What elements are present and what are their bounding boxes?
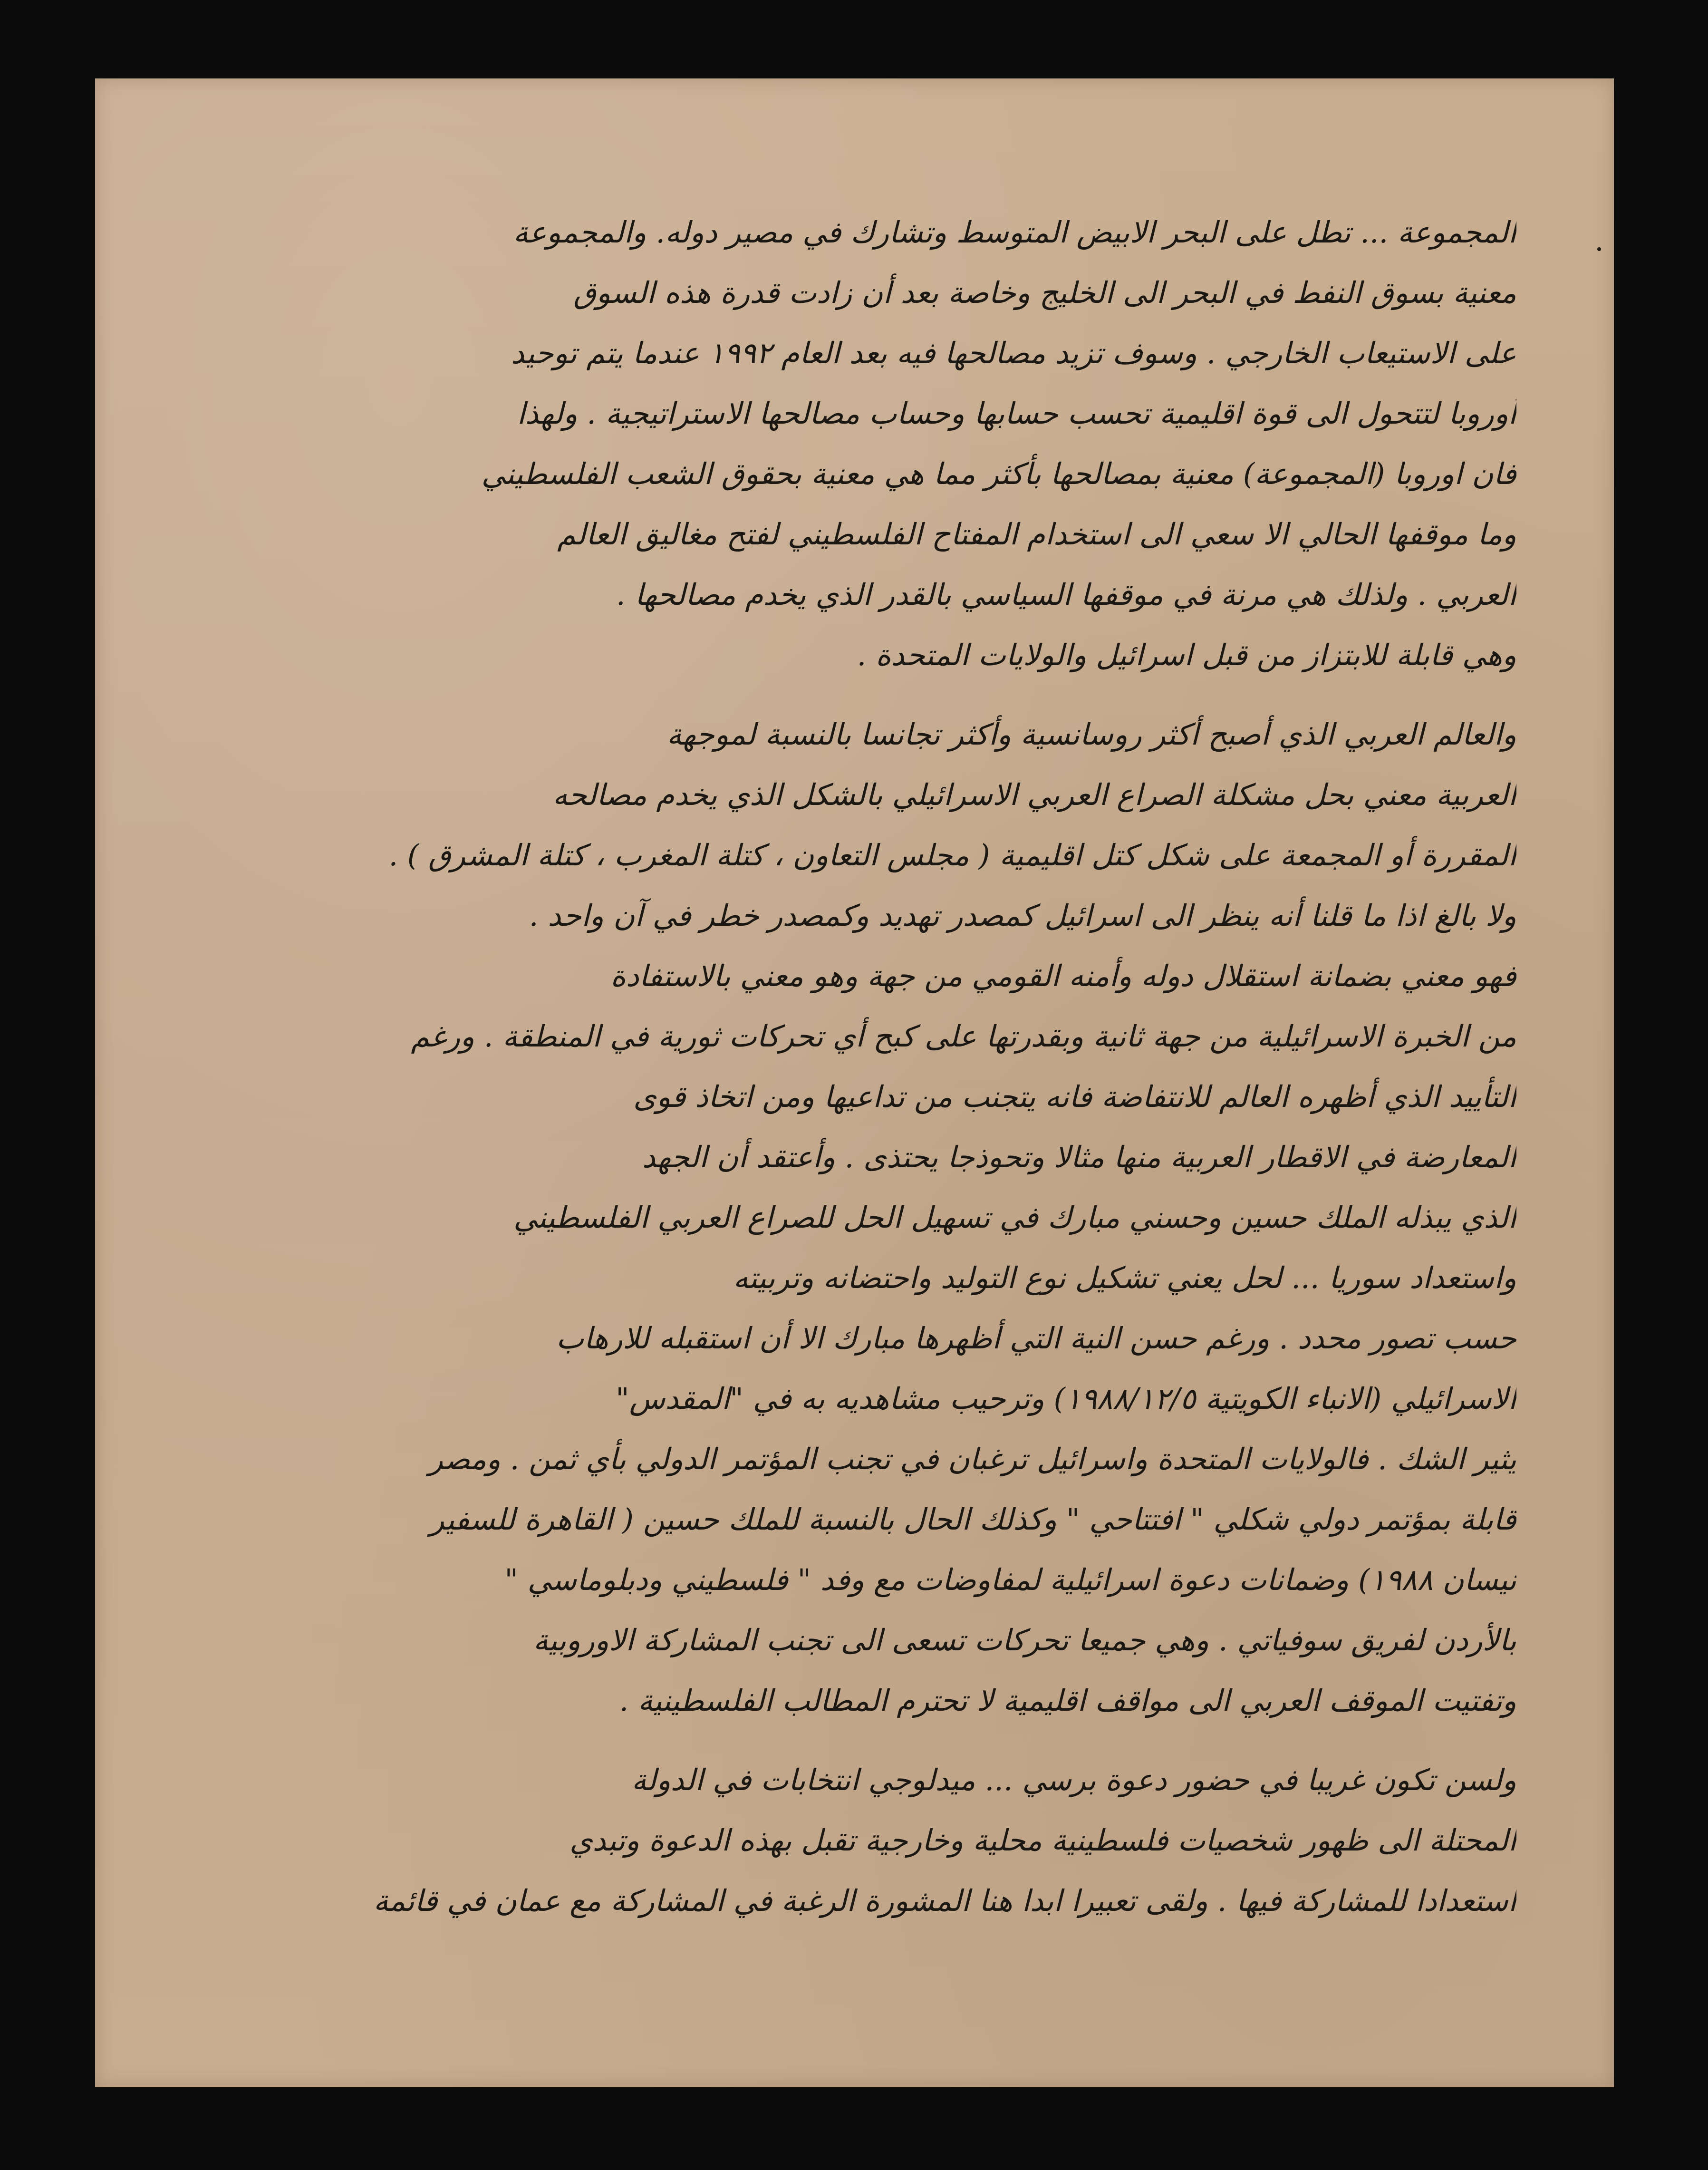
handwritten-text [195, 202, 1516, 1931]
text-line: وما موقفها الحالي الا سعي الى استخدام المفتاح الفلسطيني لفتح مغاليق العالم [557, 517, 1516, 552]
text-line: العربي . ولذلك هي مرنة في موقفها السياسي بالقدر الذي يخدم مصالحها . [616, 577, 1516, 612]
text-line: استعدادا للمشاركة فيها . ولقى تعبيرا ابدا هنا المشورة الرغبة في المشاركة مع عمان في قائمة [373, 1883, 1516, 1918]
text-line: وتفتيت الموقف العربي الى مواقف اقليمية لا تحترم المطالب الفلسطينية . [619, 1683, 1516, 1718]
text-line: فهو معني بضمانة استقلال دوله وأمنه القومي من جهة وهو معني بالاستفادة [610, 959, 1516, 993]
text-line: الاسرائيلي (الانباء الكويتية ١٩٨٨/١٢/٥) وترحيب مشاهديه به في "المقدس" [616, 1381, 1516, 1416]
text-line: فان اوروبا (المجموعة) معنية بمصالحها بأكثر مما هي معنية بحقوق الشعب الفلسطيني [481, 456, 1516, 491]
text-line: بالأردن لفريق سوفياتي . وهي جميعا تحركات تسعى الى تجنب المشاركة الاوروبية [533, 1623, 1516, 1657]
text-line: ولا بالغ اذا ما قلنا أنه ينظر الى اسرائيل كمصدر تهديد وكمصدر خطر في آن واحد . [529, 898, 1516, 933]
text-line: معنية بسوق النفط في البحر الى الخليج وخاصة بعد أن زادت قدرة هذه السوق [573, 275, 1516, 310]
paragraph-gap [195, 685, 1516, 704]
text-line: وهي قابلة للابتزاز من قبل اسرائيل والولايات المتحدة . [857, 638, 1516, 672]
manuscript-page [95, 78, 1614, 2087]
paragraph-2 [195, 704, 1516, 1731]
text-line: المحتلة الى ظهور شخصيات فلسطينية محلية وخارجية تقبل بهذه الدعوة وتبدي [569, 1823, 1516, 1858]
text-line: أوروبا لتتحول الى قوة اقليمية تحسب حسابها وحساب مصالحها الاستراتيجية . ولهذا [517, 396, 1516, 431]
text-line: واستعداد سوريا ... لحل يعني تشكيل نوع التوليد واحتضانه وتربيته [733, 1260, 1516, 1295]
text-line: حسب تصور محدد . ورغم حسن النية التي أظهرها مبارك الا أن استقبله للارهاب [556, 1321, 1516, 1356]
text-line: من الخبرة الاسرائيلية من جهة ثانية وبقدرتها على كبح أي تحركات ثورية في المنطقة . ورغم [411, 1019, 1516, 1054]
text-line: المقررة أو المجمعة على شكل كتل اقليمية ( مجلس التعاون ، كتلة المغرب ، كتلة المشرق ) . [388, 838, 1516, 872]
text-line: العربية معني بحل مشكلة الصراع العربي الاسرائيلي بالشكل الذي يخدم مصالحه [552, 777, 1516, 812]
text-line: على الاستيعاب الخارجي . وسوف تزيد مصالحها فيه بعد العام ١٩٩٢ عندما يتم توحيد [511, 336, 1516, 370]
paragraph-3 [195, 1750, 1516, 1931]
text-line: يثير الشك . فالولايات المتحدة واسرائيل ترغبان في تجنب المؤتمر الدولي بأي ثمن . ومصر [428, 1442, 1516, 1476]
text-line: نيسان ١٩٨٨) وضمانات دعوة اسرائيلية لمفاوضات مع وفد " فلسطيني ودبلوماسي " [504, 1562, 1516, 1597]
text-line: قابلة بمؤتمر دولي شكلي " افتتاحي " وكذلك الحال بالنسبة للملك حسين ( القاهرة للسفير [430, 1502, 1516, 1537]
text-line: الذي يبذله الملك حسين وحسني مبارك في تسهيل الحل للصراع العربي الفلسطيني [513, 1200, 1516, 1235]
paragraph-1 [195, 202, 1516, 685]
text-line: التأييد الذي أظهره العالم للانتفاضة فانه يتجنب من تداعيها ومن اتخاذ قوى [633, 1079, 1516, 1114]
text-line: والعالم العربي الذي أصبح أكثر روسانسية وأكثر تجانسا بالنسبة لموجهة [666, 717, 1516, 752]
text-line: المعارضة في الاقطار العربية منها مثالا وتحوذجا يحتذى . وأعتقد أن الجهد [642, 1140, 1516, 1174]
ink-dot [1597, 247, 1601, 251]
text-line: المجموعة ... تطل على البحر الابيض المتوسط وتشارك في مصير دوله. والمجموعة [513, 215, 1516, 250]
paragraph-gap [195, 1731, 1516, 1750]
text-line: ولسن تكون غريبا في حضور دعوة برسي ... ميدلوجي انتخابات في الدولة [631, 1763, 1516, 1797]
